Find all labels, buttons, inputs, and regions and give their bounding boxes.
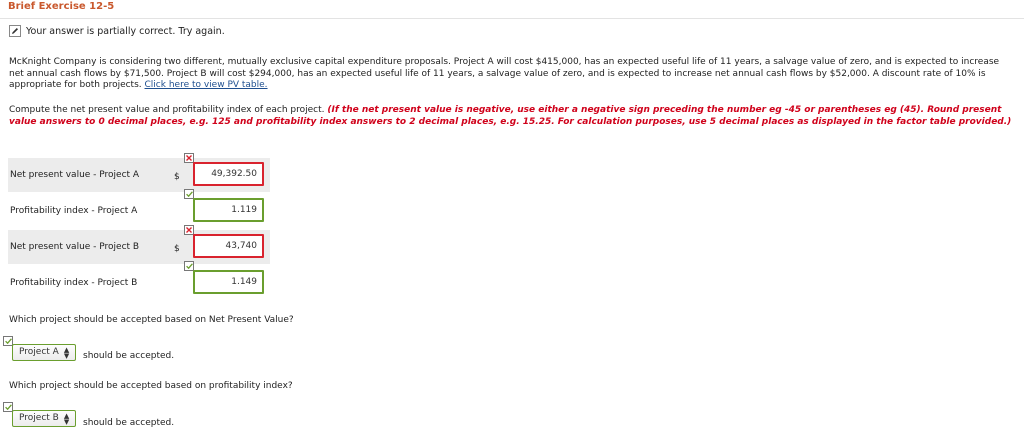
npv-project-select[interactable]: [12, 344, 76, 361]
npv-project-a-input[interactable]: 49,392.50: [193, 162, 264, 186]
row-label: Net present value - Project B: [10, 242, 140, 252]
pi-project-select[interactable]: [12, 410, 76, 427]
pi-answer-suffix: should be accepted.: [83, 418, 175, 428]
npv-answer-suffix: should be accepted.: [83, 351, 175, 361]
answer-status: [9, 25, 225, 37]
select-value: Project B: [19, 413, 59, 423]
answer-row-pi-a: [8, 194, 270, 228]
exercise-title: Brief Exercise 12-5: [8, 1, 115, 12]
currency-symbol: $: [174, 172, 180, 182]
pi-question: Which project should be accepted based on profitability index?: [9, 381, 293, 391]
row-label: Net present value - Project A: [10, 170, 140, 180]
select-value: Project A: [19, 347, 59, 357]
npv-project-b-input[interactable]: 43,740: [193, 234, 264, 258]
pi-project-a-input[interactable]: 1.119: [193, 198, 264, 222]
answer-row-pi-b: [8, 266, 270, 300]
instructions: [9, 105, 1014, 128]
pi-project-b-input[interactable]: 1.149: [193, 270, 264, 294]
currency-symbol: $: [174, 244, 180, 254]
instructions-note: (If the net present value is negative, use either a negative sign preceding the number eg -45 or parentheses eg (45). Round present value answers to 0 decimal places, e.g. 125 and profitability index answers to 2 decimal places, e.g. 15.25. For calculation purposes, use 5 decimal places as displayed in the factor table provided.): [9, 105, 1012, 127]
row-label: Profitability index - Project B: [10, 278, 138, 288]
answer-status-text: Your answer is partially correct. Try again.: [26, 25, 225, 37]
pencil-icon: [9, 25, 21, 37]
problem-statement: [9, 57, 1014, 92]
select-arrows-icon: ▲ ▼: [63, 345, 70, 360]
instructions-lead: Compute the net present value and profitability index of each project.: [9, 105, 328, 115]
answer-row-npv-a: [8, 158, 270, 192]
pv-table-link[interactable]: Click here to view PV table.: [144, 80, 268, 90]
title-divider: [0, 18, 1024, 19]
select-arrows-icon: ▲ ▼: [63, 411, 70, 426]
row-label: Profitability index - Project A: [10, 206, 138, 216]
npv-question: Which project should be accepted based on Net Present Value?: [9, 315, 294, 325]
answer-row-npv-b: [8, 230, 270, 264]
problem-text: McKnight Company is considering two different, mutually exclusive capital expenditure proposals. Project A will cost $415,000, has an expected useful life of 11 years, a salvage value of zero, and is expected to increase net annual cash flows by $71,500. Project B will cost $294,000, has an expected useful life of 11 years, a salvage value of zero, and is expected to increase net annual cash flows by $52,000. A discount rate of 10% is appropriate for both projects.: [9, 57, 1000, 90]
